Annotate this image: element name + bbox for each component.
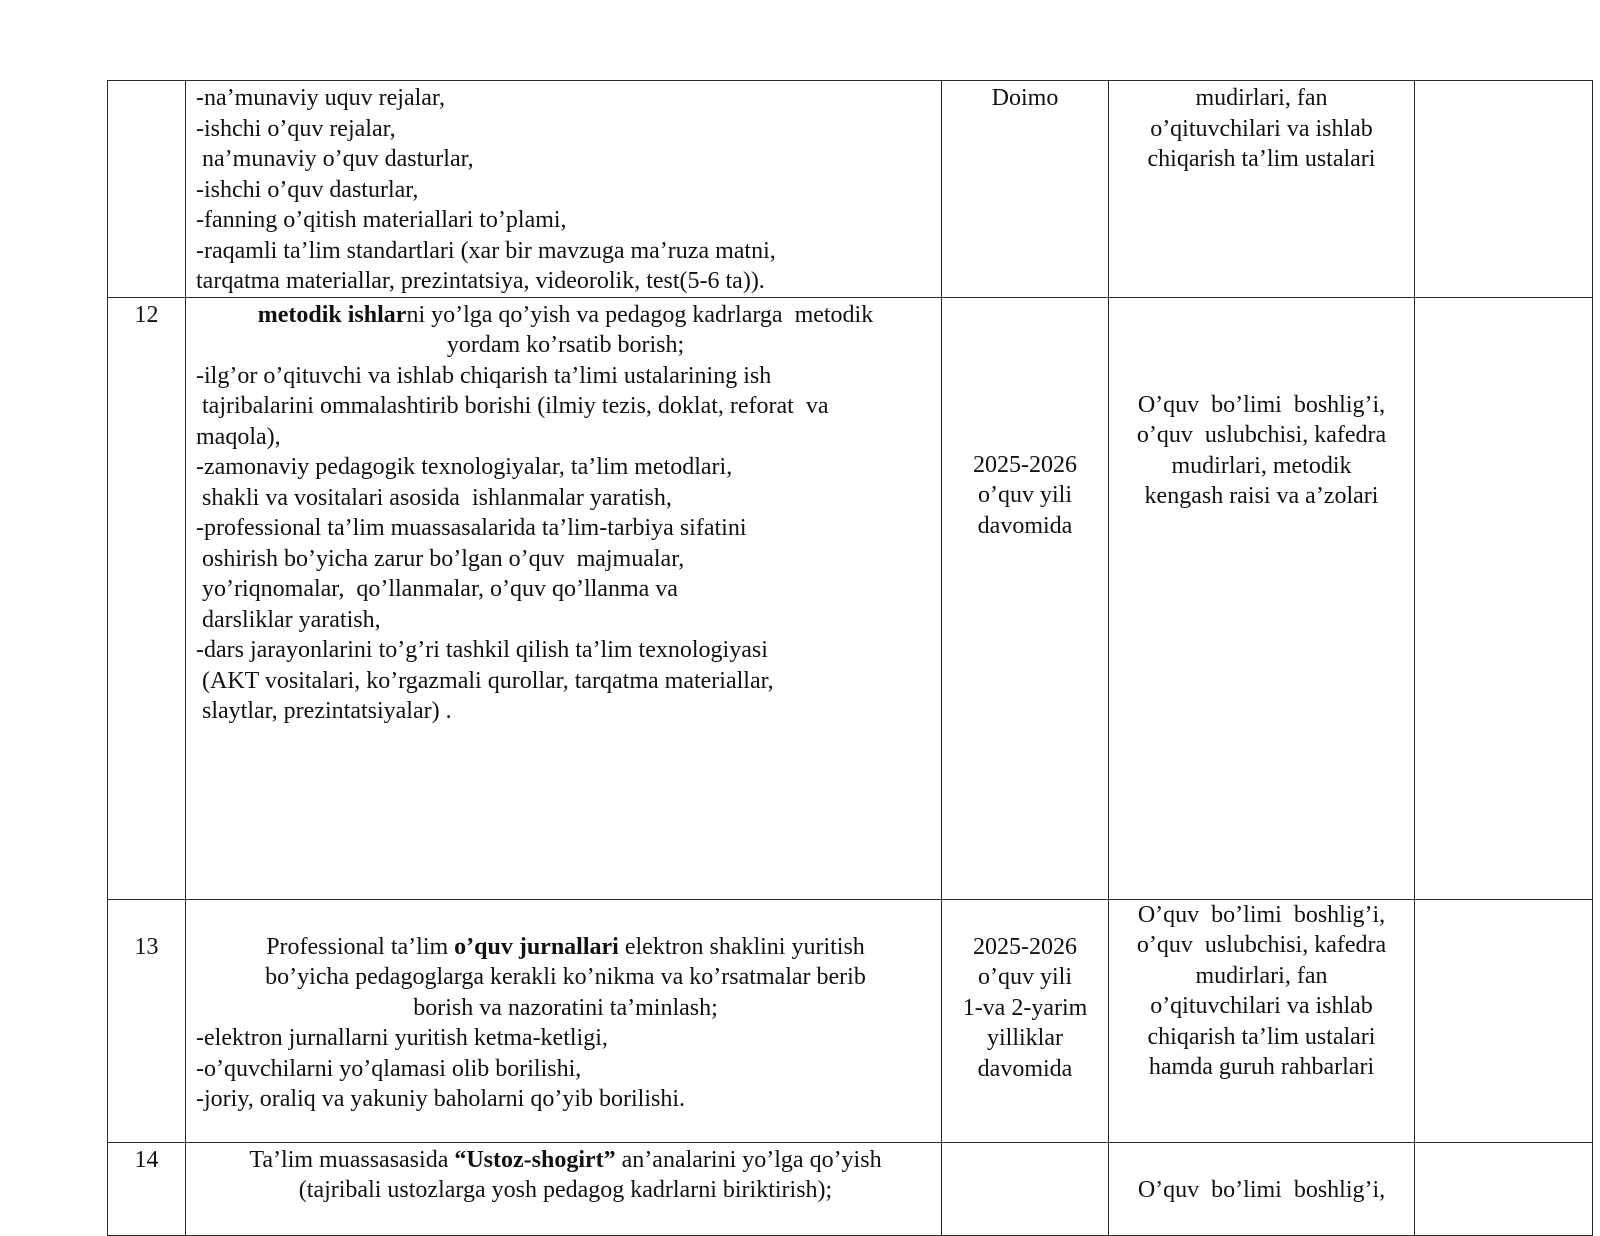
deadline-line: 2025-2026 <box>973 933 1077 960</box>
responsible-line: hamda guruh rahbarlari <box>1148 1054 1375 1080</box>
task-line: yo’riqnomalar, qo’llanmalar, o’quv qo’llanma va <box>196 576 678 602</box>
row-number: 14 <box>108 1142 186 1235</box>
responsible-cell <box>1109 899 1415 1142</box>
task-line: -ishchi o’quv dasturlar, <box>196 176 419 203</box>
task-line: na’munaviy o’quv dasturlar, <box>196 146 474 172</box>
responsible-cell <box>1109 81 1415 298</box>
task-line: (AKT vositalari, ko’rgazmali qurollar, tarqatma materiallar, <box>196 667 774 694</box>
responsible-line: chiqarish ta’lim ustalari <box>1147 146 1376 172</box>
task-line: -elektron jurnallarni yuritish ketma-ketligi, <box>196 1025 608 1051</box>
task-line: maqola), <box>196 423 281 450</box>
task-title-bold: o’quv jurnallari <box>454 933 619 960</box>
responsible-line: O’quv bo’limi boshlig’i, <box>1137 901 1386 928</box>
responsible-line: O’quv bo’limi boshlig’i, <box>1137 391 1386 418</box>
task-description <box>186 297 942 899</box>
table-row <box>108 1142 1593 1235</box>
task-line: -ishchi o’quv rejalar, <box>196 115 396 142</box>
task-line: darsliklar yaratish, <box>196 606 381 633</box>
task-title-line: yordam ko’rsatib borish; <box>446 332 685 358</box>
task-description <box>186 1142 942 1235</box>
task-line: shakli va vositalari asosida ishlanmalar yaratish, <box>196 484 672 511</box>
task-title-rest: elektron shaklini yuritish <box>618 933 865 960</box>
table-row <box>108 297 1593 899</box>
task-line: -fanning o’qitish materiallari to’plami, <box>196 207 567 233</box>
task-title-pre: Ta’lim muassasasida <box>249 1146 455 1173</box>
responsible-line: kengash raisi va a’zolari <box>1144 483 1379 509</box>
responsible-line: O’quv bo’limi boshlig’i, <box>1137 1176 1386 1203</box>
task-description <box>186 899 942 1142</box>
note-cell <box>1415 81 1593 298</box>
responsible-line: o’quv uslubchisi, kafedra <box>1136 932 1387 958</box>
task-title <box>196 932 935 963</box>
responsible-line: chiqarish ta’lim ustalari <box>1147 1023 1376 1050</box>
deadline-line: yilliklar <box>987 1025 1063 1051</box>
deadline-cell <box>942 81 1109 298</box>
task-title-pre: Professional ta’lim <box>266 933 455 960</box>
deadline-line: 1-va 2-yarim <box>962 994 1088 1021</box>
note-cell <box>1415 1142 1593 1235</box>
task-line: -o’quvchilarni yo’qlamasi olib borilishi, <box>196 1055 582 1082</box>
deadline-line: o’quv yili <box>978 964 1072 990</box>
task-title <box>196 1145 935 1176</box>
task-title-line: bo’yicha pedagoglarga kerakli ko’nikma va ko’rsatmalar berib <box>265 964 866 990</box>
note-cell <box>1415 899 1593 1142</box>
note-cell <box>1415 297 1593 899</box>
task-line: tajribalarini ommalashtirib borishi (ilmiy tezis, doklat, reforat va <box>196 393 829 419</box>
responsible-line: o’quv uslubchisi, kafedra <box>1136 422 1387 448</box>
deadline-line: Doimo <box>991 85 1059 111</box>
responsible-line: mudirlari, metodik <box>1171 452 1352 479</box>
task-title <box>196 300 935 331</box>
deadline-line: davomida <box>977 512 1073 539</box>
deadline-line: o’quv yili <box>978 482 1072 508</box>
task-line: oshirish bo’yicha zarur bo’lgan o’quv majmualar, <box>196 545 685 572</box>
deadline-cell <box>942 1142 1109 1235</box>
plan-table <box>107 80 1593 1236</box>
task-title-rest: an’analarini yo’lga qo’yish <box>615 1146 882 1173</box>
task-line: -na’munaviy uquv rejalar, <box>196 85 445 111</box>
task-line: tarqatma materiallar, prezintatsiya, videorolik, test(5-6 ta)). <box>196 268 765 294</box>
task-title-line: (tajribali ustozlarga yosh pedagog kadrlarni biriktirish); <box>298 1177 833 1203</box>
task-line: -raqamli ta’lim standartlari (xar bir mavzuga ma’ruza matni, <box>196 237 776 264</box>
responsible-cell <box>1109 297 1415 899</box>
table-row <box>108 81 1593 298</box>
task-title-bold: “Ustoz-shogirt” <box>454 1146 616 1173</box>
task-line: -zamonaviy pedagogik texnologiyalar, ta’lim metodlari, <box>196 454 733 480</box>
task-line: -dars jarayonlarini to’g’ri tashkil qilish ta’lim texnologiyasi <box>196 637 768 663</box>
task-title-line: borish va nazoratini ta’minlash; <box>413 994 718 1021</box>
deadline-cell <box>942 297 1109 899</box>
task-line: -professional ta’lim muassasalarida ta’lim-tarbiya sifatini <box>196 515 747 541</box>
responsible-line: o’qituvchilari va ishlab <box>1150 115 1373 142</box>
task-title-bold: metodik ishlar <box>257 301 407 328</box>
row-number: 13 <box>108 899 186 1142</box>
row-number: 12 <box>108 297 186 899</box>
responsible-line: mudirlari, fan <box>1195 962 1328 989</box>
task-description <box>186 81 942 298</box>
responsible-cell <box>1109 1142 1415 1235</box>
responsible-line: o’qituvchilari va ishlab <box>1150 993 1373 1019</box>
deadline-line: davomida <box>977 1055 1073 1082</box>
task-line: slaytlar, prezintatsiyalar) . <box>196 698 452 724</box>
deadline-cell <box>942 899 1109 1142</box>
row-number <box>108 81 186 298</box>
responsible-line: mudirlari, fan <box>1195 85 1328 111</box>
task-line: -joriy, oraliq va yakuniy baholarni qo’yib borilishi. <box>196 1086 686 1112</box>
task-line: -ilg’or o’qituvchi va ishlab chiqarish ta’limi ustalarining ish <box>196 362 772 389</box>
deadline-line: 2025-2026 <box>973 451 1077 478</box>
table-row <box>108 899 1593 1142</box>
task-title-rest: ni yo’lga qo’yish va pedagog kadrlarga metodik <box>406 301 874 328</box>
